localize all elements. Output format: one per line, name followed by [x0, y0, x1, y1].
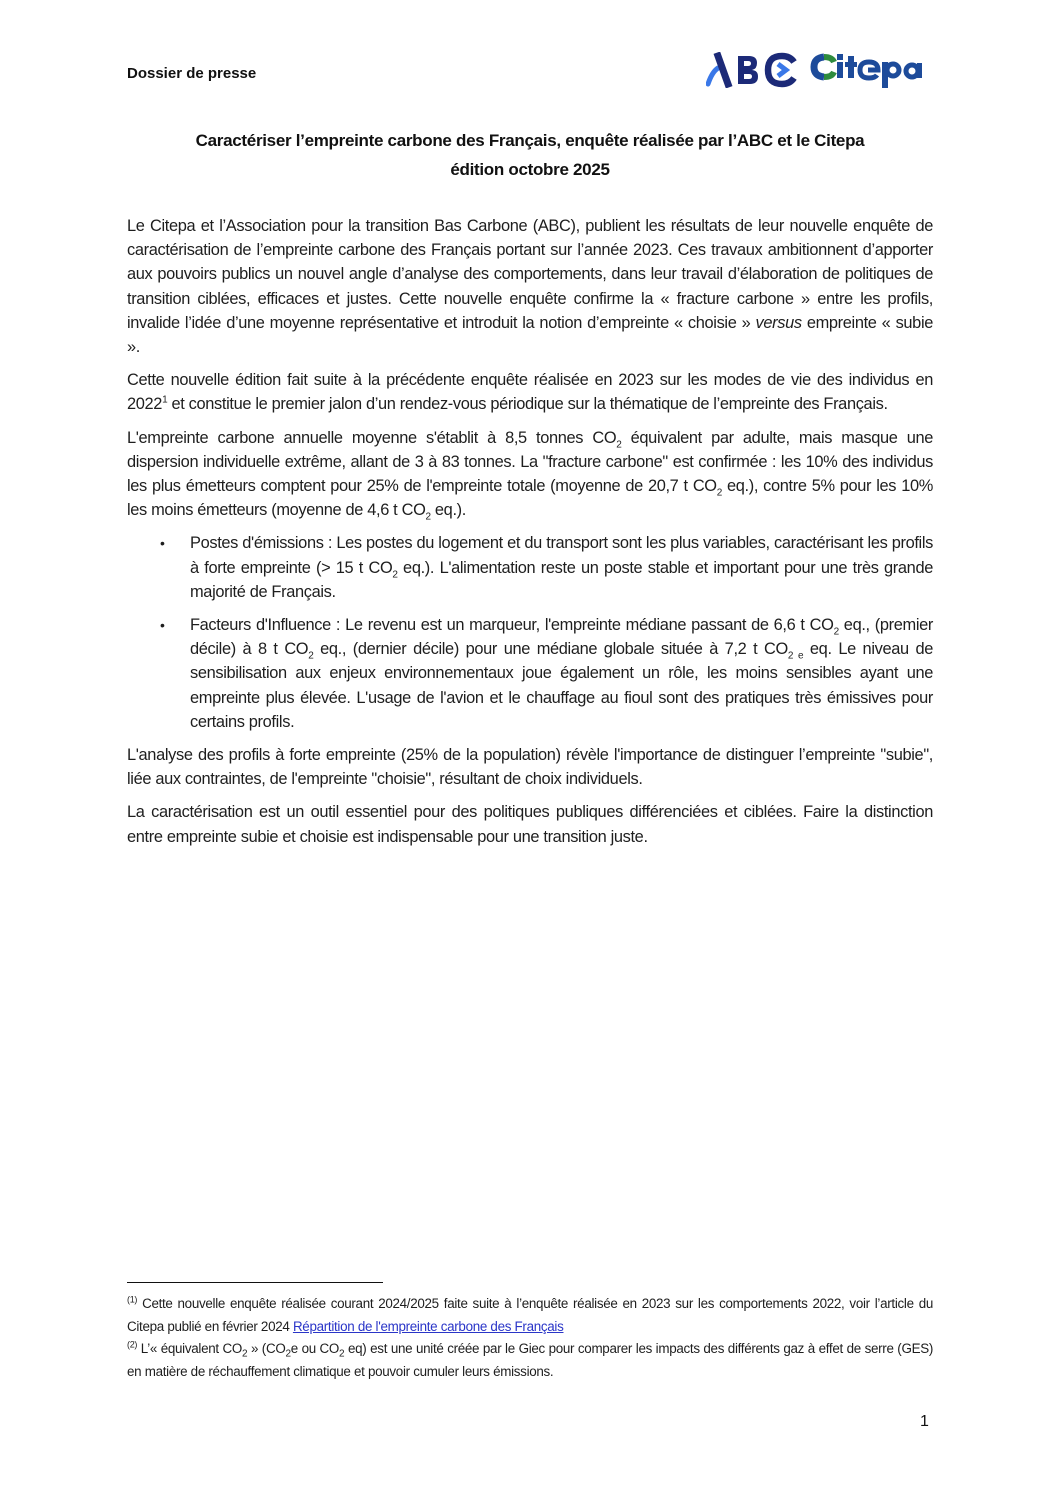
text-run: empreinte « subie ».	[127, 313, 934, 357]
text-run: e ou CO	[290, 1341, 340, 1356]
text-run: Facteurs d'Influence : Le revenu est un marqueur, l'empreinte médiane passant de 6,6 t CO	[190, 616, 834, 635]
text-run: Cette nouvelle édition fait suite à la précédente enquête réalisée en 2023 sur les modes de vie des individus en 2022	[127, 371, 933, 414]
text-run: eq.). L'alimentation reste un poste stable et important pour une très grande majorité de Français.	[190, 558, 933, 601]
bullet-icon: •	[160, 617, 165, 634]
bullet-list	[127, 531, 933, 734]
page-number: 1	[920, 1413, 929, 1430]
text-run: eq. Le niveau de sensibilisation aux enjeux environnementaux joue également un rôle, les moins sensibles ayant une empreinte plus élevée. L'usage de l'avion et le chauffage au fioul sont des pratiques très émissives pour certains profils.	[190, 640, 933, 731]
paragraph-intro	[127, 214, 933, 359]
subscript: 2	[425, 511, 431, 523]
subscript: 2	[616, 438, 622, 450]
footnote-separator	[127, 1282, 383, 1283]
subscript: 2	[833, 626, 839, 638]
header-label: Dossier de presse	[127, 65, 257, 82]
footnote-marker: (2)	[127, 1339, 138, 1350]
subscript: 2	[241, 1348, 248, 1360]
text-run: eq., (premier décile) à 8 t CO	[190, 616, 933, 659]
list-item-facteurs-influence	[160, 613, 933, 734]
footnote-ref-1[interactable]: 1	[162, 394, 168, 406]
text-run: eq.).	[430, 501, 466, 520]
paragraph-previous-edition	[127, 368, 933, 416]
text-run: Le Citepa et l’Association pour la transition Bas Carbone (ABC), publient les résultats de leur nouvelle enquête de caractérisation de l’empreinte carbone des Français portant sur l’année 2023. Ces travaux ambitionnent d’apporter aux pouvoirs publics un nouvel angle d’analyse des comportements, dans leur travail d’élaboration de politiques de transition ciblées, efficaces et justes. Cette nouvelle enquête confirme la « fracture carbone » entre les profils, invalide l’idée d’une moyenne représentative et introduit la notion d’empreinte « choisie »	[127, 217, 933, 332]
paragraph-average-footprint	[127, 426, 933, 523]
citepa-logo-icon	[810, 48, 928, 92]
footnote-2	[127, 1338, 933, 1383]
text-run: équivalent par adulte, mais masque une dispersion individuelle extrême, allant de 3 à 83 tonnes. La "fracture carbone" est confirmée : les 10% des individus les plus émetteurs comptent pour 25% de l'empreinte totale (moyenne de 20,7 t CO	[127, 428, 933, 496]
subscript: 2	[392, 568, 398, 580]
header-logos	[706, 48, 928, 92]
subscript: 2	[285, 1348, 291, 1360]
title-line-1: Caractériser l’empreinte carbone des Français, enquête réalisée par l’ABC et le Citepa	[195, 131, 865, 150]
footnotes	[127, 1293, 933, 1383]
emphasis-versus: versus	[755, 313, 802, 332]
text-run: L’« équivalent CO	[137, 1341, 242, 1356]
footnote-marker: (1)	[127, 1294, 138, 1305]
bullet-icon: •	[160, 535, 165, 552]
list-item-postes-emissions	[160, 531, 933, 604]
paragraph-high-footprint-analysis: L'analyse des profils à forte empreinte (25% de la population) révèle l'importance de distinguer l’empreinte "subie", liée aux contraintes, de l'empreinte "choisie", résultant de choix individuels.	[127, 746, 933, 789]
document-title	[127, 126, 933, 184]
text-run: eq) est une unité créée par le Giec pour comparer les impacts des différents gaz à effet de serre (GES) en matière de réchauffement climatique et pouvoir cumuler leurs émissions.	[127, 1341, 933, 1379]
subscript: 2	[308, 650, 314, 662]
text-run: eq., (dernier décile) pour une médiane globale située à 7,2 t CO	[313, 640, 788, 659]
abc-logo-icon	[706, 52, 798, 88]
subscript: 2 e	[787, 650, 804, 662]
title-line-2: édition octobre 2025	[450, 160, 610, 179]
text-run: » (CO	[247, 1341, 286, 1356]
text-run: eq.), contre 5% pour les 10% les moins émetteurs (moyenne de 4,6 t CO	[127, 477, 933, 520]
text-run: Cette nouvelle enquête réalisée courant 2024/2025 faite suite à l’enquête réalisée en 2023 sur les comportements 2022, voir l’article du Citepa publié en février 2024	[127, 1296, 933, 1334]
text-run: Postes d'émissions : Les postes du logement et du transport sont les plus variables, caractérisant les profils à forte empreinte (> 15 t CO	[190, 534, 933, 577]
text-run: L'empreinte carbone annuelle moyenne s'établit à 8,5 tonnes CO	[127, 428, 617, 447]
subscript: 2	[716, 487, 722, 499]
subscript: 2	[339, 1348, 345, 1360]
document-body	[127, 214, 933, 858]
footnote-link-repartition[interactable]: Répartition de l'empreinte carbone des Français	[292, 1318, 564, 1334]
text-run: et constitue le premier jalon d’un rendez-vous périodique sur la thématique de l’empreinte des Français.	[167, 395, 888, 414]
paragraph-conclusion: La caractérisation est un outil essentiel pour des politiques publiques différenciées et ciblées. Faire la distinction entre empreinte subie et choisie est indispensable pour une transition juste.	[127, 803, 933, 846]
citepa-logo	[810, 48, 928, 92]
abc-logo	[706, 50, 798, 90]
footnote-1	[127, 1293, 933, 1338]
